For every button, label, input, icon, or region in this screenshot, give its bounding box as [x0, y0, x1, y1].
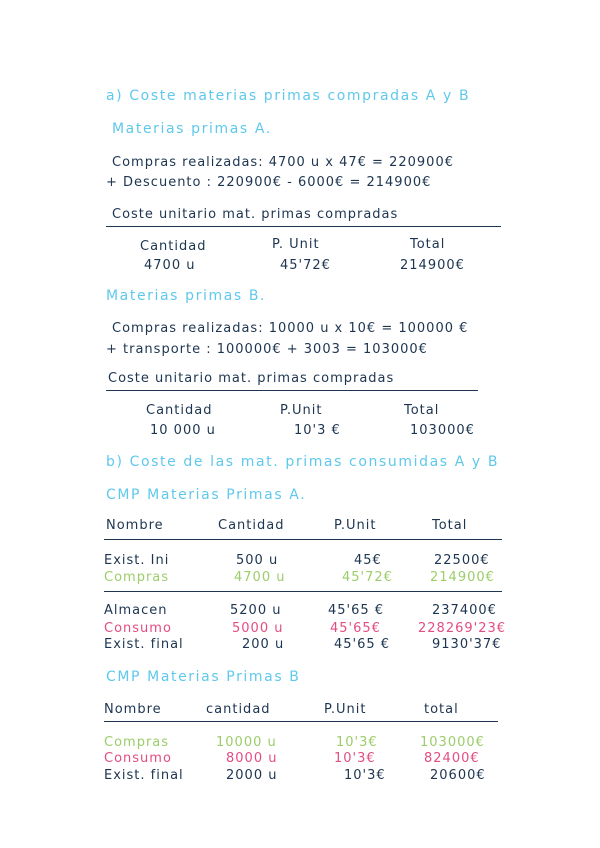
cmpa-almacen-punit: 45'65 €	[328, 603, 385, 618]
mpb-value-cantidad: 10 000 u	[150, 423, 216, 438]
cmpa-compras-punit: 45'72€	[342, 570, 393, 585]
mpb-purchases-line: Compras realizadas: 10000 u x 10€ = 100000 €	[112, 321, 469, 336]
cmpa-compras-label: Compras	[104, 570, 170, 585]
cmpb-consumo-punit: 10'3€	[334, 751, 376, 766]
cmpb-consumo-total: 82400€	[424, 751, 480, 766]
mpa-header-punit: P. Unit	[272, 237, 320, 252]
mpa-value-punit: 45'72€	[280, 258, 331, 273]
cmpb-header-total: total	[424, 702, 459, 717]
cmpa-header-rule	[104, 539, 502, 540]
mpb-transport-line: + transporte : 100000€ + 3003 = 103000€	[106, 342, 428, 357]
cmpb-compras-label: Compras	[104, 735, 170, 750]
cmpa-exist-final-total: 9130'37€	[432, 637, 502, 652]
cmpb-consumo-cantidad: 8000 u	[226, 751, 278, 766]
cmpb-compras-total: 103000€	[420, 735, 485, 750]
section-b-title: b) Coste de las mat. primas consumidas A y B	[106, 454, 500, 470]
cmpa-almacen-label: Almacen	[104, 603, 168, 618]
section-a-title: a) Coste materias primas compradas A y B	[106, 88, 471, 104]
cmpa-consumo-total: 228269'23€	[418, 621, 507, 636]
mpb-value-total: 103000€	[410, 423, 475, 438]
mpa-unit-cost-title: Coste unitario mat. primas compradas	[112, 207, 399, 222]
cmpb-title: CMP Materias Primas B	[106, 669, 301, 685]
cmpb-compras-cantidad: 10000 u	[216, 735, 277, 750]
cmpa-compras-cantidad: 4700 u	[234, 570, 286, 585]
cmpa-consumo-punit: 45'65€	[330, 621, 381, 636]
mpa-value-total: 214900€	[400, 258, 465, 273]
mpa-value-cantidad: 4700 u	[144, 258, 196, 273]
cmpa-header-nombre: Nombre	[106, 518, 164, 533]
mpa-discount-line: + Descuento : 220900€ - 6000€ = 214900€	[106, 175, 432, 190]
cmpa-exist-ini-total: 22500€	[434, 553, 490, 568]
cmpa-consumo-cantidad: 5000 u	[232, 621, 284, 636]
cmpa-exist-ini-cantidad: 500 u	[236, 553, 279, 568]
cmpa-exist-final-punit: 45'65 €	[334, 637, 391, 652]
mpb-header-cantidad: Cantidad	[146, 403, 213, 418]
cmpa-exist-final-label: Exist. final	[104, 637, 184, 652]
mpb-title: Materias primas B.	[106, 288, 267, 304]
cmpb-header-rule	[104, 721, 498, 722]
cmpb-exist-final-total: 20600€	[430, 768, 486, 783]
cmpb-header-cantidad: cantidad	[206, 702, 271, 717]
cmpb-exist-final-punit: 10'3€	[344, 768, 386, 783]
mpa-title: Materias primas A.	[112, 121, 272, 137]
cmpb-header-punit: P.Unit	[324, 702, 367, 717]
cmpb-header-nombre: Nombre	[104, 702, 162, 717]
cmpb-compras-punit: 10'3€	[336, 735, 378, 750]
cmpa-consumo-label: Consumo	[104, 621, 172, 636]
mpb-unit-cost-title: Coste unitario mat. primas compradas	[108, 371, 395, 386]
cmpa-header-cantidad: Cantidad	[218, 518, 285, 533]
cmpb-consumo-label: Consumo	[104, 751, 172, 766]
cmpa-exist-ini-punit: 45€	[354, 553, 382, 568]
mpb-header-punit: P.Unit	[280, 403, 323, 418]
mpa-header-total: Total	[410, 237, 446, 252]
mpa-purchases-line: Compras realizadas: 4700 u x 47€ = 220900€	[112, 155, 454, 170]
cmpa-exist-ini-label: Exist. Ini	[104, 553, 170, 568]
cmpa-almacen-cantidad: 5200 u	[230, 603, 282, 618]
cmpa-almacen-total: 237400€	[432, 603, 497, 618]
mpb-header-total: Total	[404, 403, 440, 418]
mpb-unit-cost-rule	[106, 390, 478, 391]
cmpb-exist-final-cantidad: 2000 u	[226, 768, 278, 783]
cmpa-compras-total: 214900€	[430, 570, 495, 585]
mpb-value-punit: 10'3 €	[294, 423, 341, 438]
cmpa-compras-rule	[104, 591, 502, 592]
cmpb-exist-final-label: Exist. final	[104, 768, 184, 783]
cmpa-header-total: Total	[432, 518, 468, 533]
mpa-unit-cost-rule	[106, 226, 501, 227]
cmpa-exist-final-cantidad: 200 u	[242, 637, 285, 652]
cmpa-header-punit: P.Unit	[334, 518, 377, 533]
mpa-header-cantidad: Cantidad	[140, 239, 207, 254]
cmpa-title: CMP Materias Primas A.	[106, 487, 307, 503]
